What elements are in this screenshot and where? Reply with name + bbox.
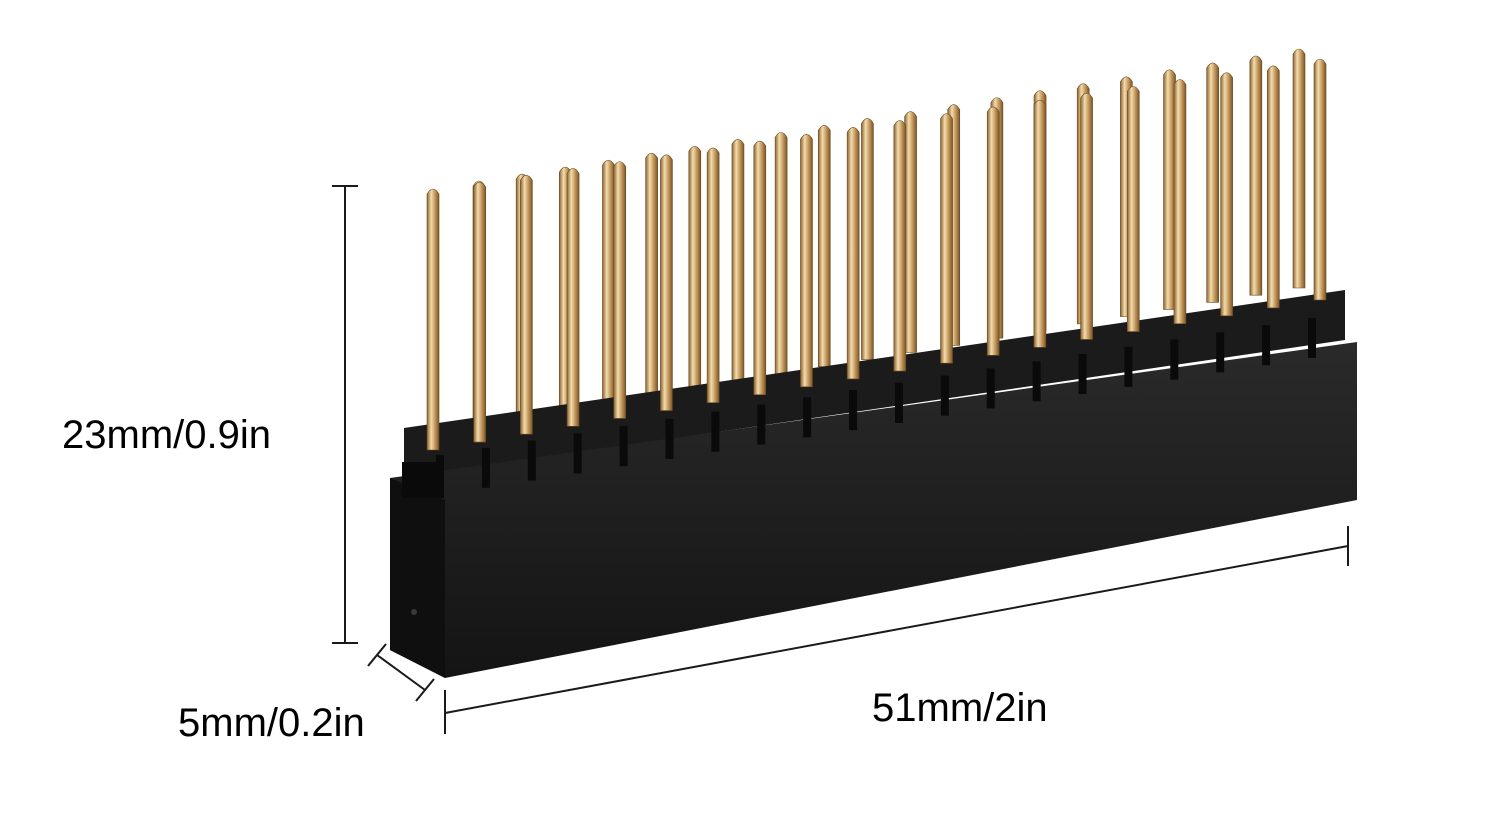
- height-dimension-line: [332, 186, 358, 643]
- socket-slot: [482, 448, 490, 488]
- pin-back: [1207, 63, 1219, 302]
- height-label: 23mm/0.9in: [62, 413, 271, 457]
- pin-back: [861, 118, 873, 359]
- pin-front: [800, 134, 812, 387]
- socket-slot: [574, 433, 582, 473]
- socket-slot: [711, 412, 719, 452]
- socket-slot: [803, 397, 811, 437]
- socket-slot: [1079, 354, 1087, 394]
- pin-back: [1250, 56, 1262, 295]
- pin-front: [1221, 73, 1233, 316]
- pin-back: [646, 153, 658, 395]
- pin-front: [614, 162, 626, 419]
- socket-slot: [1033, 361, 1041, 401]
- housing-hole: [411, 609, 417, 615]
- socket-slot: [528, 441, 536, 481]
- pin-front: [1034, 100, 1046, 347]
- depth-label: 5mm/0.2in: [178, 701, 365, 745]
- pin-front: [1174, 80, 1186, 324]
- pin-front: [754, 141, 766, 395]
- socket-slot: [1124, 347, 1132, 387]
- socket-slot: [1216, 332, 1224, 372]
- pin-back: [602, 160, 614, 402]
- pin-front: [707, 148, 719, 403]
- socket-slot: [849, 390, 857, 430]
- width-label: 51mm/2in: [872, 686, 1048, 730]
- pin-front: [847, 127, 859, 379]
- pin-back: [1293, 49, 1305, 288]
- pin-back: [775, 132, 787, 374]
- pin-front: [427, 189, 439, 450]
- pin-front: [894, 121, 906, 371]
- socket-slot: [1262, 325, 1270, 365]
- socket-slot: [941, 376, 949, 416]
- pin-front: [1314, 59, 1326, 300]
- socket-slot: [1308, 318, 1316, 358]
- pin-front: [474, 182, 486, 442]
- socket-slot: [1170, 340, 1178, 380]
- housing-end-face: [390, 478, 445, 678]
- socket-slot: [757, 405, 765, 445]
- socket-slot: [895, 383, 903, 423]
- socket-slot: [436, 455, 444, 495]
- pin-front: [1127, 86, 1139, 331]
- socket-slot: [987, 368, 995, 408]
- pin-back: [818, 125, 830, 366]
- pin-back: [732, 139, 744, 381]
- pin-front: [660, 155, 672, 411]
- pin-back: [689, 146, 701, 388]
- pin-front: [987, 107, 999, 355]
- pin-front: [520, 175, 532, 434]
- pin-front: [567, 168, 579, 426]
- socket-slot: [620, 426, 628, 466]
- socket-slot: [665, 419, 673, 459]
- pin-front: [1267, 66, 1279, 308]
- pin-front: [1081, 93, 1093, 339]
- pin-front: [941, 114, 953, 363]
- pin-back: [905, 112, 917, 353]
